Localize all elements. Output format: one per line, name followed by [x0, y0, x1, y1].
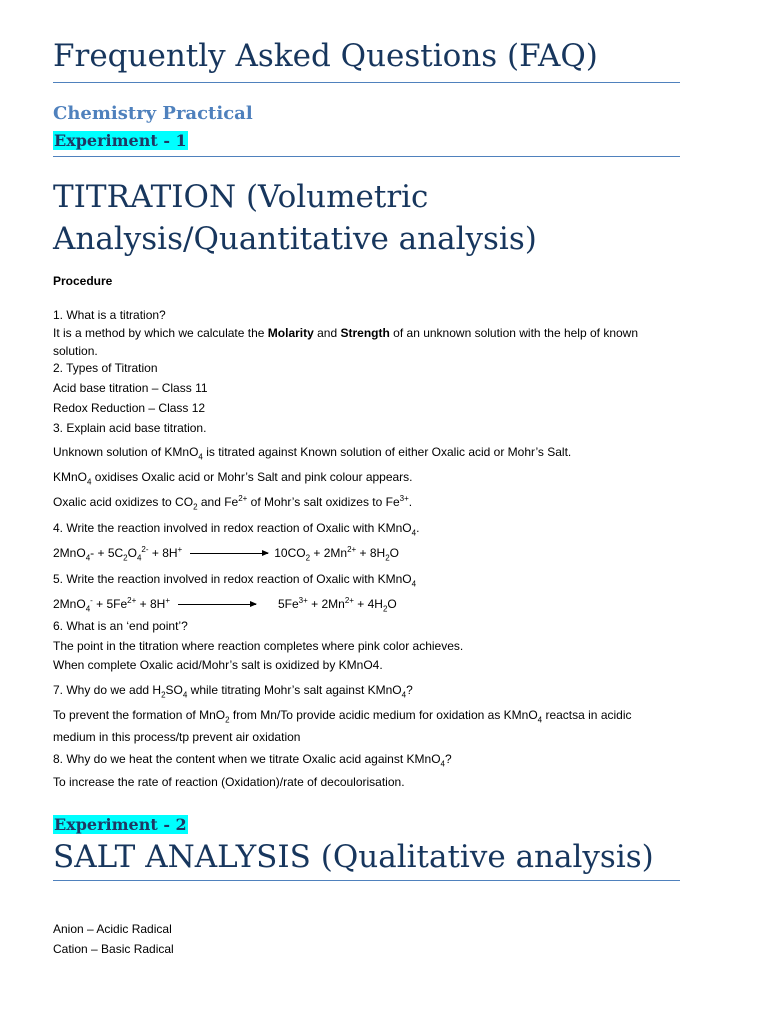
section-1-title-line-1: TITRATION (Volumetric: [53, 179, 429, 215]
answer-2-line-1: Acid base titration – Class 11: [53, 381, 208, 395]
answer-8: To increase the rate of reaction (Oxidation)/rate of decoulorisation.: [53, 775, 405, 789]
section-2-title: SALT ANALYSIS (Qualitative analysis): [53, 839, 654, 875]
experiment-1-label: [53, 131, 188, 150]
equation-2: $2MnO_4^- + 5Fe^{2+} + 8H^+$ $5Fe^{3+} + 2Mn^{2+} + 4H_2O$: [53, 596, 397, 614]
experiment-1-highlight: Experiment - 1: [54, 131, 187, 150]
question-5: 5. Write the reaction involved in redox reaction of Oxalic with KMnO$_4$: [53, 572, 417, 589]
answer-7-line-2: medium in this process/tp prevent air oxidation: [53, 730, 301, 744]
section-1-title-line-2: Analysis/Quantitative analysis): [53, 221, 537, 257]
answer-6-line-1: The point in the titration where reaction completes where pink color achieves.: [53, 639, 464, 653]
answer-2-line-2: Redox Reduction – Class 12: [53, 401, 206, 415]
question-1: 1. What is a titration?: [53, 308, 166, 322]
answer-3-line-3: Oxalic acid oxidizes to $CO_2$ and $Fe^{2+}$ of Mohr’s salt oxidizes to $Fe^{3+}$.: [53, 494, 413, 512]
answer-3-line-1: Unknown solution of KMnO$_4$ is titrated against Known solution of either Oxalic acid or Mohr’s Salt.: [53, 445, 572, 462]
answer-7-line-1: To prevent the formation of MnO$_2$ from Mn/To provide acidic medium for oxidation as KMnO$_4$ reactsa in acidic: [53, 708, 632, 725]
subject-heading: Chemistry Practical: [53, 103, 253, 124]
section-2-divider: [53, 880, 680, 881]
cation-definition: Cation – Basic Radical: [53, 942, 174, 956]
experiment-2-label: [53, 815, 188, 834]
question-6: 6. What is an ‘end point’?: [53, 619, 188, 633]
question-8: 8. Why do we heat the content when we titrate Oxalic acid against KMnO$_4$?: [53, 752, 452, 769]
page-title: Frequently Asked Questions (FAQ): [53, 38, 598, 74]
procedure-heading: Procedure: [53, 274, 113, 288]
question-7: 7. Why do we add $H_2SO_4$ while titrating Mohr’s salt against KMnO$_4$?: [53, 683, 413, 700]
question-4: 4. Write the reaction involved in redox reaction of Oxalic with KMnO$_4$.: [53, 521, 420, 538]
experiment-2-highlight: Experiment - 2: [54, 815, 187, 834]
answer-1-line-2: solution.: [53, 344, 98, 358]
experiment-1-divider: [53, 156, 680, 157]
equation-1: $2MnO_4- + 5C_2O_4^{2-} + 8H^+$ $10CO_2 + 2Mn^{2+} + 8H_2O$: [53, 545, 399, 563]
answer-6-line-2: When complete Oxalic acid/Mohr’s salt is oxidized by KMnO4.: [53, 658, 383, 672]
anion-definition: Anion – Acidic Radical: [53, 922, 172, 936]
reaction-arrow-icon: [178, 604, 256, 605]
reaction-arrow-icon: [190, 553, 268, 554]
title-divider: [53, 82, 680, 83]
answer-3-line-2: KMnO$_4$ oxidises Oxalic acid or Mohr’s Salt and pink colour appears.: [53, 470, 413, 487]
question-3: 3. Explain acid base titration.: [53, 421, 207, 435]
answer-1-line-1: It is a method by which we calculate the Molarity and Strength of an unknown solution with the help of known: [53, 326, 639, 340]
question-2: 2. Types of Titration: [53, 361, 158, 375]
